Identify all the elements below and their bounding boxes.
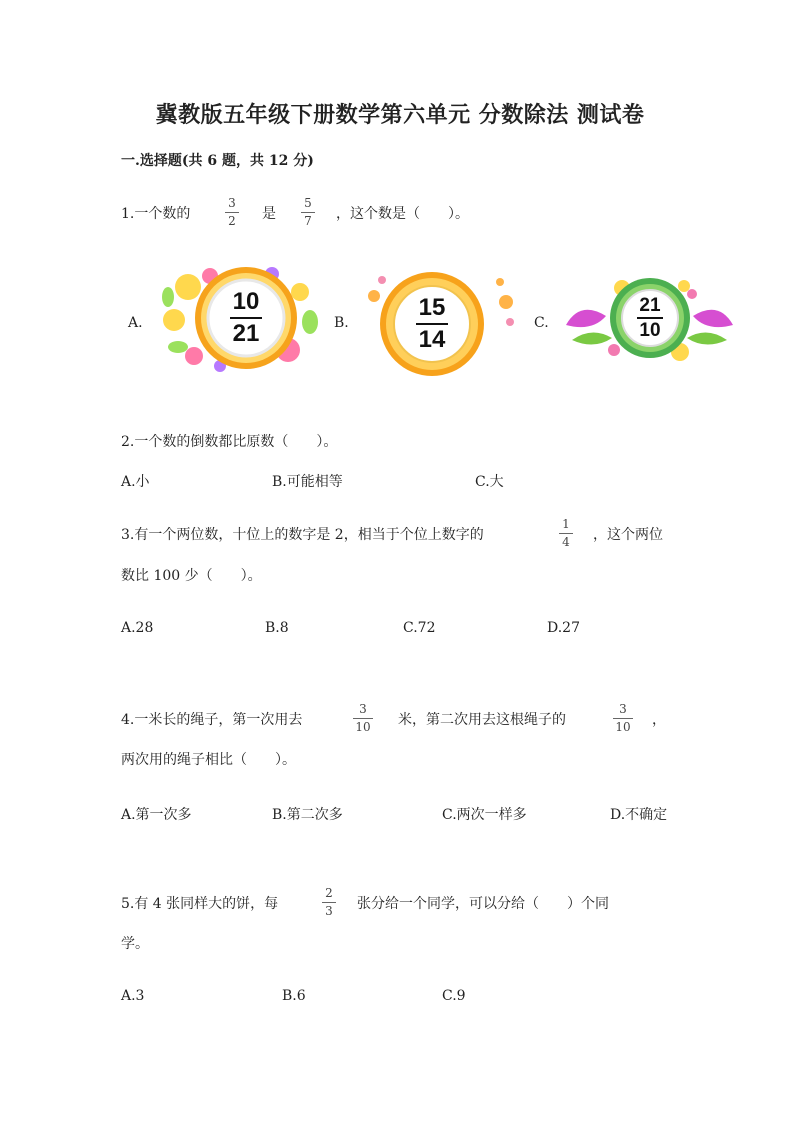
q3-option-b[interactable]: B.8 (265, 620, 289, 636)
fraction-bar (416, 323, 448, 325)
fraction-bar (613, 718, 633, 719)
q1-option-a-numerator: 10 (232, 288, 260, 315)
q1-option-b-denominator: 14 (418, 326, 446, 353)
q1-option-a-fraction (230, 290, 262, 346)
q1-option-b-label[interactable]: B. (334, 315, 349, 331)
q3-suffix: ，这个两位 (593, 527, 663, 543)
q4-suffix: ， (652, 712, 666, 728)
q3-option-a[interactable]: A.28 (121, 620, 154, 636)
q1-fraction-1-numerator: 3 (228, 196, 236, 210)
q3-option-d[interactable]: D.27 (547, 620, 580, 636)
q4-mid: 米，第二次用去这根绳子的 (398, 712, 566, 728)
q1-fraction-2 (301, 196, 315, 228)
q1-option-c-fraction (637, 296, 663, 340)
q1-option-a-denominator: 21 (232, 320, 260, 347)
q1-option-c-label[interactable]: C. (534, 315, 549, 331)
q1-fraction-1 (225, 196, 239, 228)
q1-option-b-fraction (416, 296, 448, 352)
q4-fraction-1-numerator: 3 (359, 702, 367, 716)
q2-text: 2.一个数的倒数都比原数（ ）。 (121, 434, 338, 450)
q1-option-b-image[interactable] (360, 266, 520, 381)
q4-option-a[interactable]: A.第一次多 (121, 807, 192, 823)
q1-option-c-numerator: 21 (639, 294, 661, 316)
q5-fraction-1-numerator: 2 (325, 886, 333, 900)
q4-fraction-2-numerator: 3 (619, 702, 627, 716)
q1-prefix: 1.一个数的 (121, 206, 191, 222)
q3-fraction-1-denominator: 4 (562, 535, 570, 549)
q4-option-c[interactable]: C.两次一样多 (442, 807, 527, 823)
page-title: 冀教版五年级下册数学第六单元 分数除法 测试卷 (155, 102, 645, 128)
fraction-bar (322, 902, 336, 903)
q5-option-b[interactable]: B.6 (282, 988, 306, 1004)
q4-option-b[interactable]: B.第二次多 (272, 807, 343, 823)
q3-line-2: 数比 100 少（ ）。 (121, 568, 262, 584)
q1-suffix: ，这个数是（ ）。 (336, 206, 469, 222)
q5-prefix: 5.有 4 张同样大的饼，每 (121, 896, 279, 912)
q3-fraction-1-numerator: 1 (562, 517, 570, 531)
q1-option-b-numerator: 15 (418, 294, 446, 321)
q4-fraction-2 (613, 702, 633, 734)
q5-option-a[interactable]: A.3 (121, 988, 145, 1004)
q3-fraction-1 (559, 517, 573, 549)
q2-option-b[interactable]: B.可能相等 (272, 474, 343, 490)
section-heading: 一.选择题(共 6 题，共 12 分) (121, 153, 314, 169)
q5-option-c[interactable]: C.9 (442, 988, 466, 1004)
q4-option-d[interactable]: D.不确定 (610, 807, 668, 823)
q2-option-c[interactable]: C.大 (475, 474, 504, 490)
q4-line-2: 两次用的绳子相比（ ）。 (121, 752, 296, 768)
q4-fraction-1-denominator: 10 (355, 720, 371, 734)
q4-fraction-1 (353, 702, 373, 734)
q2-option-a[interactable]: A.小 (121, 474, 150, 490)
q5-suffix: 张分给一个同学，可以分给（ ）个同 (357, 896, 609, 912)
q1-option-c-image[interactable] (562, 270, 737, 365)
q4-fraction-2-denominator: 10 (615, 720, 631, 734)
q1-option-a-label[interactable]: A. (128, 315, 143, 331)
q1-fraction-1-denominator: 2 (228, 214, 236, 228)
q3-prefix: 3.有一个两位数，十位上的数字是 2，相当于个位上数字的 (121, 527, 484, 543)
fraction-bar (230, 317, 262, 319)
q5-line-2: 学。 (121, 936, 149, 952)
q1-fraction-2-denominator: 7 (304, 214, 312, 228)
q4-prefix: 4.一米长的绳子，第一次用去 (121, 712, 303, 728)
q3-option-c[interactable]: C.72 (403, 620, 436, 636)
q5-fraction-1-denominator: 3 (325, 904, 333, 918)
fraction-bar (559, 533, 573, 534)
q1-mid: 是 (262, 206, 276, 222)
q1-fraction-2-numerator: 5 (304, 196, 312, 210)
q1-option-a-image[interactable] (150, 262, 320, 382)
fraction-bar (301, 212, 315, 213)
q1-option-c-denominator: 10 (639, 319, 661, 341)
fraction-bar (353, 718, 373, 719)
q5-fraction-1 (322, 886, 336, 918)
fraction-bar (225, 212, 239, 213)
fraction-bar (637, 317, 663, 319)
